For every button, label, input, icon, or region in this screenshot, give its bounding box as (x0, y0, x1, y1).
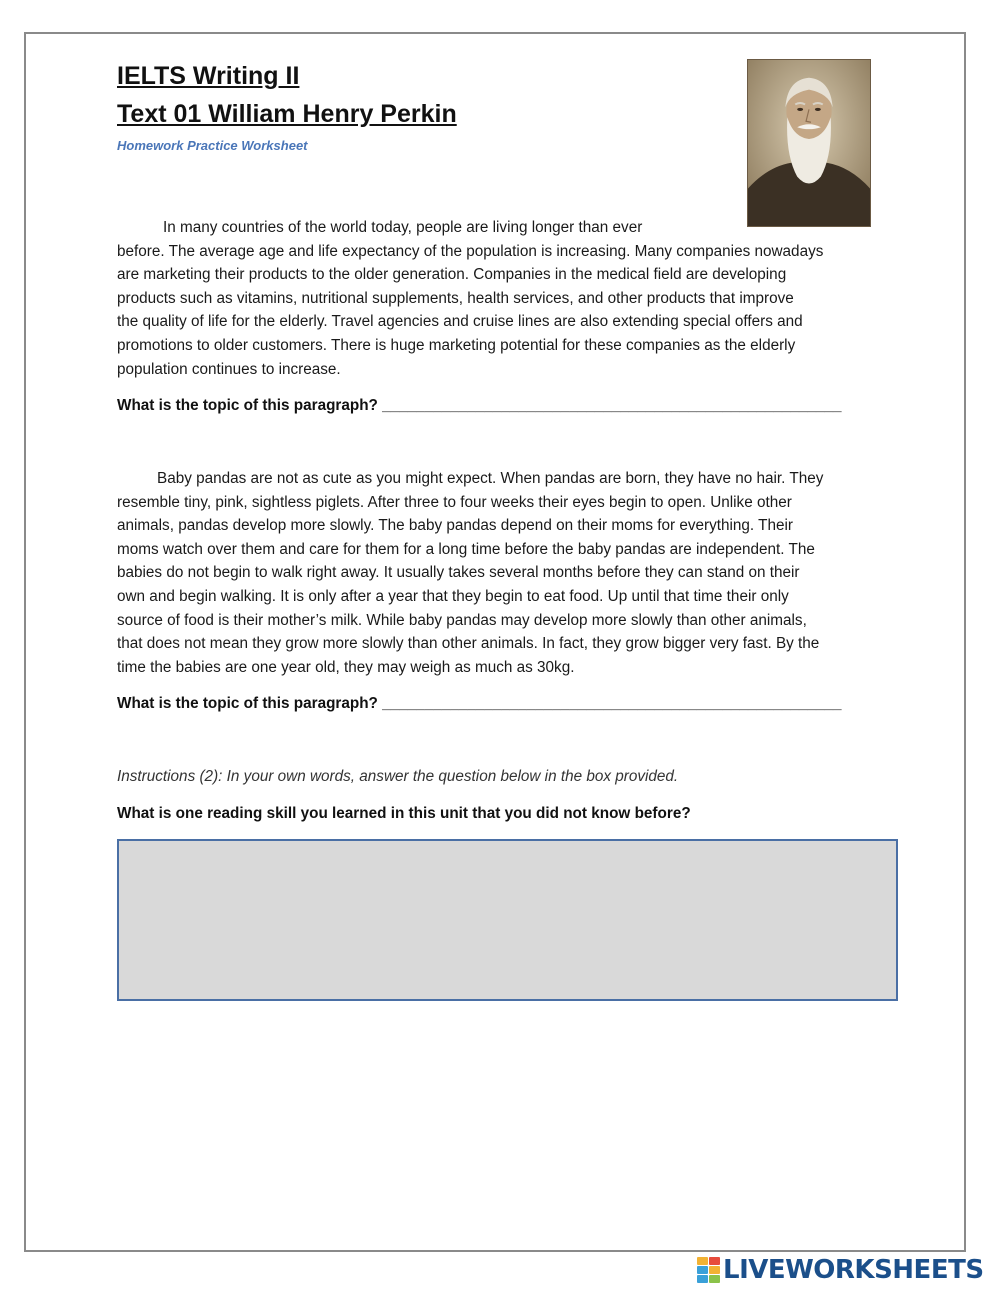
answer-textbox[interactable] (117, 839, 898, 1001)
paragraph-line: promotions to older customers. There is huge marketing potential for these companies as the elderly (117, 336, 796, 354)
paragraph-baby-pandas (117, 467, 887, 679)
topic-question-2: What is the topic of this paragraph? ______________________________________________________ (117, 695, 842, 712)
title-line-2: Text 01 William Henry Perkin (117, 100, 457, 128)
paragraph-line: before. The average age and life expectancy of the population is increasing. Many companies nowadays (117, 242, 824, 260)
topic-question-1: What is the topic of this paragraph? ______________________________________________________ (117, 397, 842, 414)
paragraph-line: babies do not begin to walk right away. It usually takes several months before they can stand on their (117, 564, 800, 582)
liveworksheets-logo (697, 1255, 984, 1285)
paragraph-line: products such as vitamins, nutritional supplements, health services, and other products that improve (117, 289, 794, 307)
title-line-1: IELTS Writing II (117, 62, 300, 90)
portrait-illustration (748, 60, 870, 226)
liveworksheets-logo-icon (697, 1257, 720, 1283)
paragraph-line: resemble tiny, pink, sightless piglets. After three to four weeks their eyes begin to open. Unlike other (117, 493, 792, 511)
paragraph-line: In many countries of the world today, people are living longer than ever (163, 219, 643, 236)
liveworksheets-logo-text: LIVEWORKSHEETS (723, 1255, 984, 1285)
paragraph-line: moms watch over them and care for them for a long time before the baby pandas are independent. The (117, 540, 815, 558)
paragraph-elderly-marketing (117, 216, 887, 381)
reading-skill-question: What is one reading skill you learned in this unit that you did not know before? (117, 805, 691, 822)
paragraph-line: that does not mean they grow more slowly than other animals. In fact, they grow bigger very fast. By the (117, 635, 820, 653)
subtitle: Homework Practice Worksheet (117, 138, 308, 153)
perkin-portrait-image (747, 59, 871, 227)
paragraph-line: Baby pandas are not as cute as you might expect. When pandas are born, they have no hair. They (157, 470, 824, 487)
paragraph-line: source of food is their mother’s milk. While baby pandas may develop more slowly than other animals, (117, 611, 807, 629)
instructions-2: Instructions (2): In your own words, answer the question below in the box provided. (117, 768, 679, 785)
paragraph-line: time the babies are one year old, they may weigh as much as 30kg. (117, 658, 575, 676)
paragraph-line: own and begin walking. It is only after a year that they begin to eat food. Up until that time their only (117, 587, 789, 605)
paragraph-line: the quality of life for the elderly. Travel agencies and cruise lines are also extending special offers and (117, 313, 803, 331)
paragraph-line: population continues to increase. (117, 360, 341, 378)
paragraph-line: animals, pandas develop more slowly. The baby pandas depend on their moms for everything. Their (117, 517, 793, 535)
paragraph-line: are marketing their products to the older generation. Companies in the medical field are developing (117, 266, 787, 284)
